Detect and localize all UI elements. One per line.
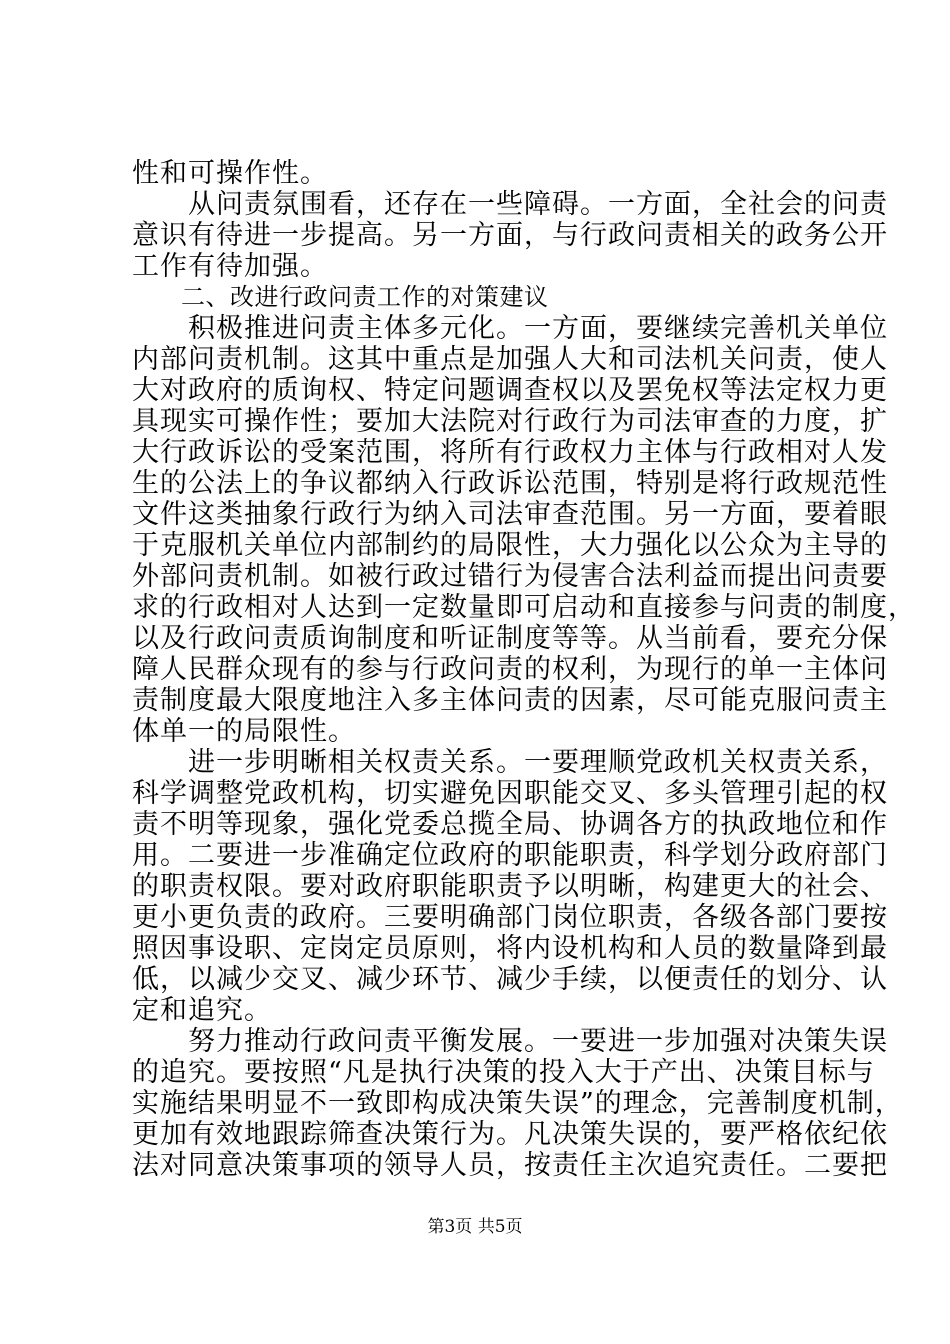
text-line: 责制度最大限度地注入多主体问责的因素，尽可能克服问责主	[132, 685, 888, 716]
page-number-footer: 第3页 共5页	[427, 1217, 523, 1237]
text-line: 意识有待进一步提高。另一方面，与行政问责相关的政务公开	[132, 220, 888, 251]
text-line: 积极推进问责主体多元化。一方面，要继续完善机关单位	[132, 313, 888, 344]
text-line: 生的公法上的争议都纳入行政诉讼范围，特别是将行政规范性	[132, 468, 888, 499]
text-line: 用。二要进一步准确定位政府的职能职责，科学划分政府部门	[132, 840, 888, 871]
text-line: 以及行政问责质询制度和听证制度等等。从当前看，要充分保	[132, 623, 888, 654]
text-line: 实施结果明显不一致即构成决策失误”的理念，完善制度机制，	[132, 1088, 903, 1119]
text-line: 科学调整党政机构，切实避免因职能交叉、多头管理引起的权	[132, 778, 888, 809]
text-line: 障人民群众现有的参与行政问责的权利，为现行的单一主体问	[132, 654, 888, 685]
text-line: 内部问责机制。这其中重点是加强人大和司法机关问责，使人	[132, 344, 888, 375]
text-line: 进一步明晰相关权责关系。一要理顺党政机关权责关系，	[132, 747, 888, 778]
text-line: 责不明等现象，强化党委总揽全局、协调各方的执政地位和作	[132, 809, 888, 840]
text-line: 大对政府的质询权、特定问题调查权以及罢免权等法定权力更	[132, 375, 888, 406]
text-line: 定和追究。	[132, 995, 272, 1026]
text-line: 法对同意决策事项的领导人员，按责任主次追究责任。二要把	[132, 1150, 888, 1181]
text-line: 求的行政相对人达到一定数量即可启动和直接参与问责的制度，	[132, 592, 916, 623]
text-line: 更加有效地跟踪筛查决策行为。凡决策失误的，要严格依纪依	[132, 1119, 888, 1150]
text-line: 照因事设职、定岗定员原则，将内设机构和人员的数量降到最	[132, 933, 888, 964]
text-line: 工作有待加强。	[132, 251, 328, 282]
text-line: 性和可操作性。	[132, 158, 328, 189]
text-line: 大行政诉讼的受案范围，将所有行政权力主体与行政相对人发	[132, 437, 888, 468]
text-line: 于克服机关单位内部制约的局限性，大力强化以公众为主导的	[132, 530, 888, 561]
text-line: 的职责权限。要对政府职能职责予以明晰，构建更大的社会、	[132, 871, 888, 902]
text-line: 更小更负责的政府。三要明确部门岗位职责，各级各部门要按	[132, 902, 888, 933]
text-line: 体单一的局限性。	[132, 716, 356, 747]
text-line: 从问责氛围看，还存在一些障碍。一方面，全社会的问责	[132, 189, 888, 220]
document-body	[132, 158, 916, 1181]
text-line: 具现实可操作性；要加大法院对行政行为司法审查的力度，扩	[132, 406, 888, 437]
text-line: 努力推动行政问责平衡发展。一要进一步加强对决策失误	[132, 1026, 888, 1057]
text-line: 的追究。要按照“凡是执行决策的投入大于产出、决策目标与	[132, 1057, 875, 1088]
section-heading: 二、改进行政问责工作的对策建议	[132, 283, 549, 311]
text-line: 文件这类抽象行政行为纳入司法审查范围。另一方面，要着眼	[132, 499, 888, 530]
text-line: 低，以减少交叉、减少环节、减少手续，以便责任的划分、认	[132, 964, 888, 995]
text-line: 外部问责机制。如被行政过错行为侵害合法利益而提出问责要	[132, 561, 888, 592]
